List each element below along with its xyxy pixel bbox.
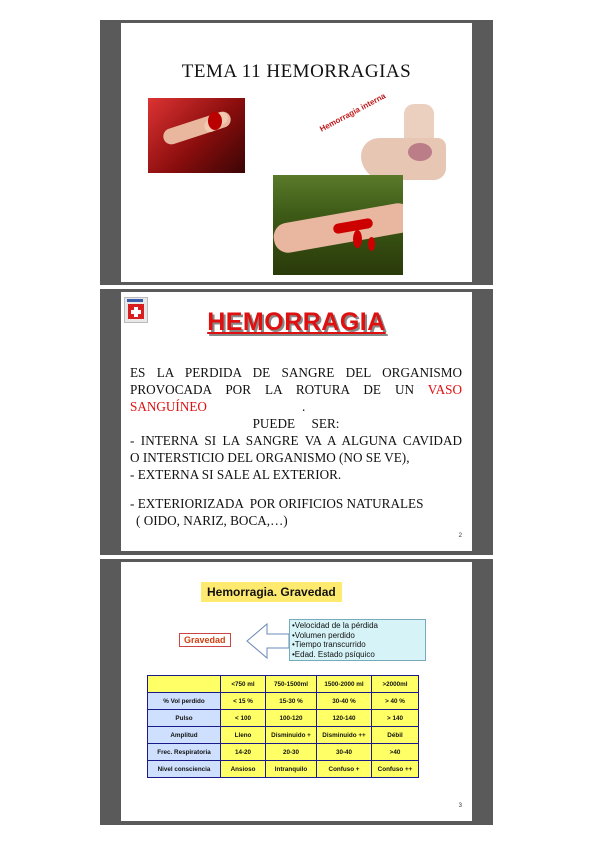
- bleeding-finger-photo: [273, 175, 403, 275]
- table-row: [148, 693, 419, 710]
- table-row: [148, 727, 419, 744]
- text-line: O INTERSTICIO DEL ORGANISMO (NO SE VE),: [130, 450, 410, 465]
- table-cell: 15-30 %: [266, 693, 317, 710]
- row-label: % Vol perdido: [148, 693, 221, 710]
- arrow-left-icon: [245, 618, 291, 664]
- table-row: [148, 761, 419, 778]
- table-cell: 20-30: [266, 744, 317, 761]
- table-cell: Confuso ++: [372, 761, 419, 778]
- text-line: - INTERNA SI LA SANGRE VA A ALGUNA CAVIDAD: [130, 433, 462, 448]
- table-header-row: [148, 676, 419, 693]
- table-cell: Confuso +: [317, 761, 372, 778]
- slide-2: [121, 292, 472, 551]
- text-line: ES LA PERDIDA DE SANGRE DEL ORGANISMO: [130, 365, 462, 380]
- factor-item: •Velocidad de la pérdida: [292, 621, 378, 630]
- slide-2-frame: [100, 289, 493, 555]
- row-label: Frec. Respiratoria: [148, 744, 221, 761]
- row-label: Pulso: [148, 710, 221, 727]
- severity-table: [147, 675, 419, 778]
- page-number: 3: [458, 803, 462, 809]
- column-header: 1500-2000 ml: [317, 676, 372, 693]
- table-cell: 30-40 %: [317, 693, 372, 710]
- text-line: PUEDE SER:: [252, 416, 340, 431]
- table-cell: Intranquilo: [266, 761, 317, 778]
- row-label: Nivel consciencia: [148, 761, 221, 778]
- table-cell: Lleno: [221, 727, 266, 744]
- table-cell: 14-20: [221, 744, 266, 761]
- table-cell: >40: [372, 744, 419, 761]
- table-row: [148, 710, 419, 727]
- column-header: >2000ml: [372, 676, 419, 693]
- table-corner: [148, 676, 221, 693]
- slide-1-title: TEMA 11 HEMORRAGIAS: [181, 61, 412, 82]
- factor-item: •Volumen perdido: [292, 630, 355, 640]
- table-cell: Disminuido ++: [317, 727, 372, 744]
- slide-3-frame: [100, 559, 493, 825]
- page-number: 2: [458, 533, 462, 539]
- text-line: SANGUÍNEO .: [130, 399, 306, 414]
- slide-1-frame: [100, 20, 493, 285]
- slide-2-title: HEMORRAGIA: [207, 308, 386, 336]
- text-line: ( OIDO, NARIZ, BOCA,…): [136, 513, 288, 528]
- arm-wound-photo: [148, 98, 245, 173]
- gravedad-label: Gravedad: [179, 633, 231, 647]
- table-cell: 100-120: [266, 710, 317, 727]
- table-cell: Disminuido +: [266, 727, 317, 744]
- table-cell: 30-40: [317, 744, 372, 761]
- slide-3-title: Hemorragia. Gravedad: [201, 582, 342, 602]
- text-line: - EXTERNA SI SALE AL EXTERIOR.: [130, 467, 342, 482]
- text-line: PROVOCADA POR LA ROTURA DE UN VASO: [130, 382, 462, 397]
- foot-label: Hemorragia interna: [318, 91, 388, 134]
- table-cell: Débil: [372, 727, 419, 744]
- table-cell: Ansioso: [221, 761, 266, 778]
- slide-3: [121, 562, 472, 821]
- table-cell: < 15 %: [221, 693, 266, 710]
- factor-item: •Edad. Estado psíquico: [292, 649, 375, 659]
- row-label: Amplitud: [148, 727, 221, 744]
- table-row: [148, 744, 419, 761]
- definition-text: [130, 364, 462, 529]
- table-cell: < 100: [221, 710, 266, 727]
- column-header: <750 ml: [221, 676, 266, 693]
- factors-box: [289, 619, 426, 661]
- factor-item: •Tiempo transcurrido: [292, 640, 366, 649]
- text-line: - EXTERIORIZADA POR ORIFICIOS NATURALES: [130, 496, 424, 511]
- column-header: 750-1500ml: [266, 676, 317, 693]
- table-cell: > 140: [372, 710, 419, 727]
- table-cell: 120-140: [317, 710, 372, 727]
- slide-1: [121, 23, 472, 282]
- table-cell: > 40 %: [372, 693, 419, 710]
